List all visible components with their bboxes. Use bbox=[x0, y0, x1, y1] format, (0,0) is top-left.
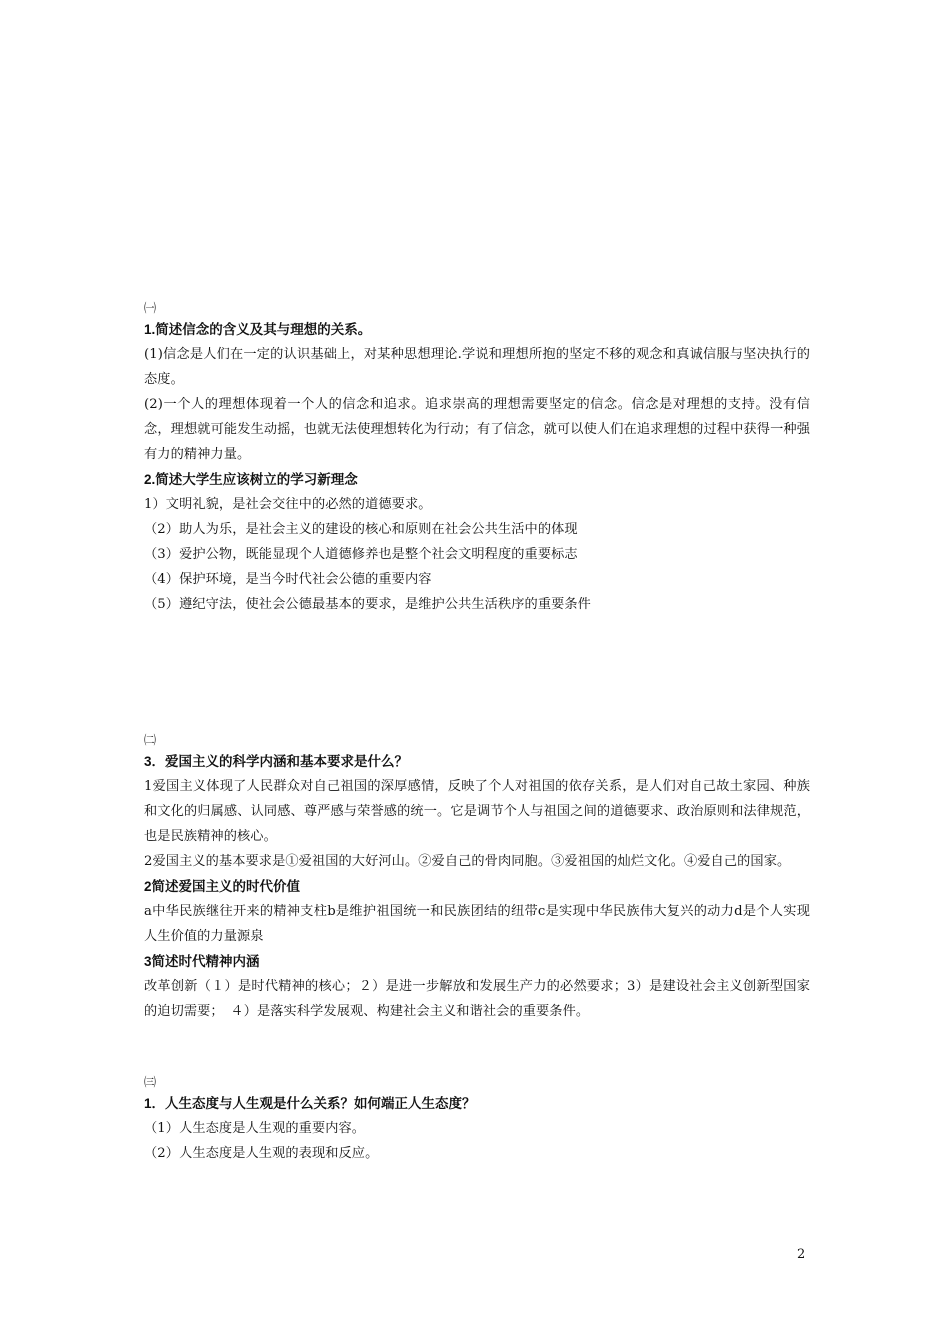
answer-paragraph: （4）保护环境，是当今时代社会公德的重要内容 bbox=[144, 572, 432, 587]
section-1 bbox=[144, 300, 810, 617]
section-gap bbox=[144, 617, 810, 732]
answer-paragraph: (2)一个人的理想体现着一个人的信念和追求。追求崇高的理想需要坚定的信念。信念是对理想的支持。没有信念，理想就可能发生动摇，也就无法使理想转化为行动；有了信念，就可以使人们在追求理想的过程中获得一种强有力的精神力量。 bbox=[144, 397, 810, 462]
section-2 bbox=[144, 732, 810, 1024]
answer-paragraph: a中华民族继往开来的精神支柱b是维护祖国统一和民族团结的纽带c是实现中华民族伟大复兴的动力d是个人实现人生价值的力量源泉 bbox=[144, 904, 810, 944]
answer-paragraph: （2）助人为乐，是社会主义的建设的核心和原则在社会公共生活中的体现 bbox=[144, 522, 578, 537]
answer-paragraph: （5）遵纪守法，使社会公德最基本的要求，是维护公共生活秩序的重要条件 bbox=[144, 597, 591, 612]
answer-paragraph: （1）人生态度是人生观的重要内容。 bbox=[144, 1121, 366, 1136]
section-mark: ㈢ bbox=[144, 1075, 157, 1089]
question-heading: 3简述时代精神内涵 bbox=[144, 954, 260, 969]
page-number: 2 bbox=[797, 1247, 806, 1262]
answer-paragraph: （3）爱护公物，既能显现个人道德修养也是整个社会文明程度的重要标志 bbox=[144, 547, 578, 562]
document-body bbox=[144, 300, 810, 1166]
answer-paragraph: (1)信念是人们在一定的认识基础上，对某种思想理论.学说和理想所抱的坚定不移的观念和真诚信服与坚决执行的态度。 bbox=[144, 347, 810, 387]
question-heading: 2简述爱国主义的时代价值 bbox=[144, 879, 301, 894]
answer-paragraph: 1）文明礼貌，是社会交往中的必然的道德要求。 bbox=[144, 497, 432, 512]
question-heading: 3．爱国主义的科学内涵和基本要求是什么？ bbox=[144, 754, 409, 769]
section-mark: ㈠ bbox=[144, 301, 157, 315]
answer-paragraph: 1爱国主义体现了人民群众对自己祖国的深厚感情，反映了个人对祖国的依存关系，是人们对自己故土家园、种族和文化的归属感、认同感、尊严感与荣誉感的统一。它是调节个人与祖国之间的道德要求、政治原则和法律规范，也是民族精神的核心。 bbox=[144, 779, 810, 844]
answer-paragraph: 2爱国主义的基本要求是①爱祖国的大好河山。②爱自己的骨肉同胞。③爱祖国的灿烂文化。④爱自己的国家。 bbox=[144, 854, 791, 869]
section-gap bbox=[144, 1024, 810, 1074]
question-heading: 2.简述大学生应该树立的学习新理念 bbox=[144, 472, 358, 487]
question-heading: 1．人生态度与人生观是什么关系？如何端正人生态度？ bbox=[144, 1096, 476, 1111]
section-3 bbox=[144, 1074, 810, 1166]
section-mark: ㈡ bbox=[144, 733, 157, 747]
answer-paragraph: （2）人生态度是人生观的表现和反应。 bbox=[144, 1146, 379, 1161]
answer-paragraph: 改革创新（１）是时代精神的核心；２）是进一步解放和发展生产力的必然要求；3）是建设社会主义创新型国家的迫切需要； ４）是落实科学发展观、构建社会主义和谐社会的重要条件。 bbox=[144, 979, 810, 1019]
question-heading: 1.简述信念的含义及其与理想的关系。 bbox=[144, 322, 372, 337]
